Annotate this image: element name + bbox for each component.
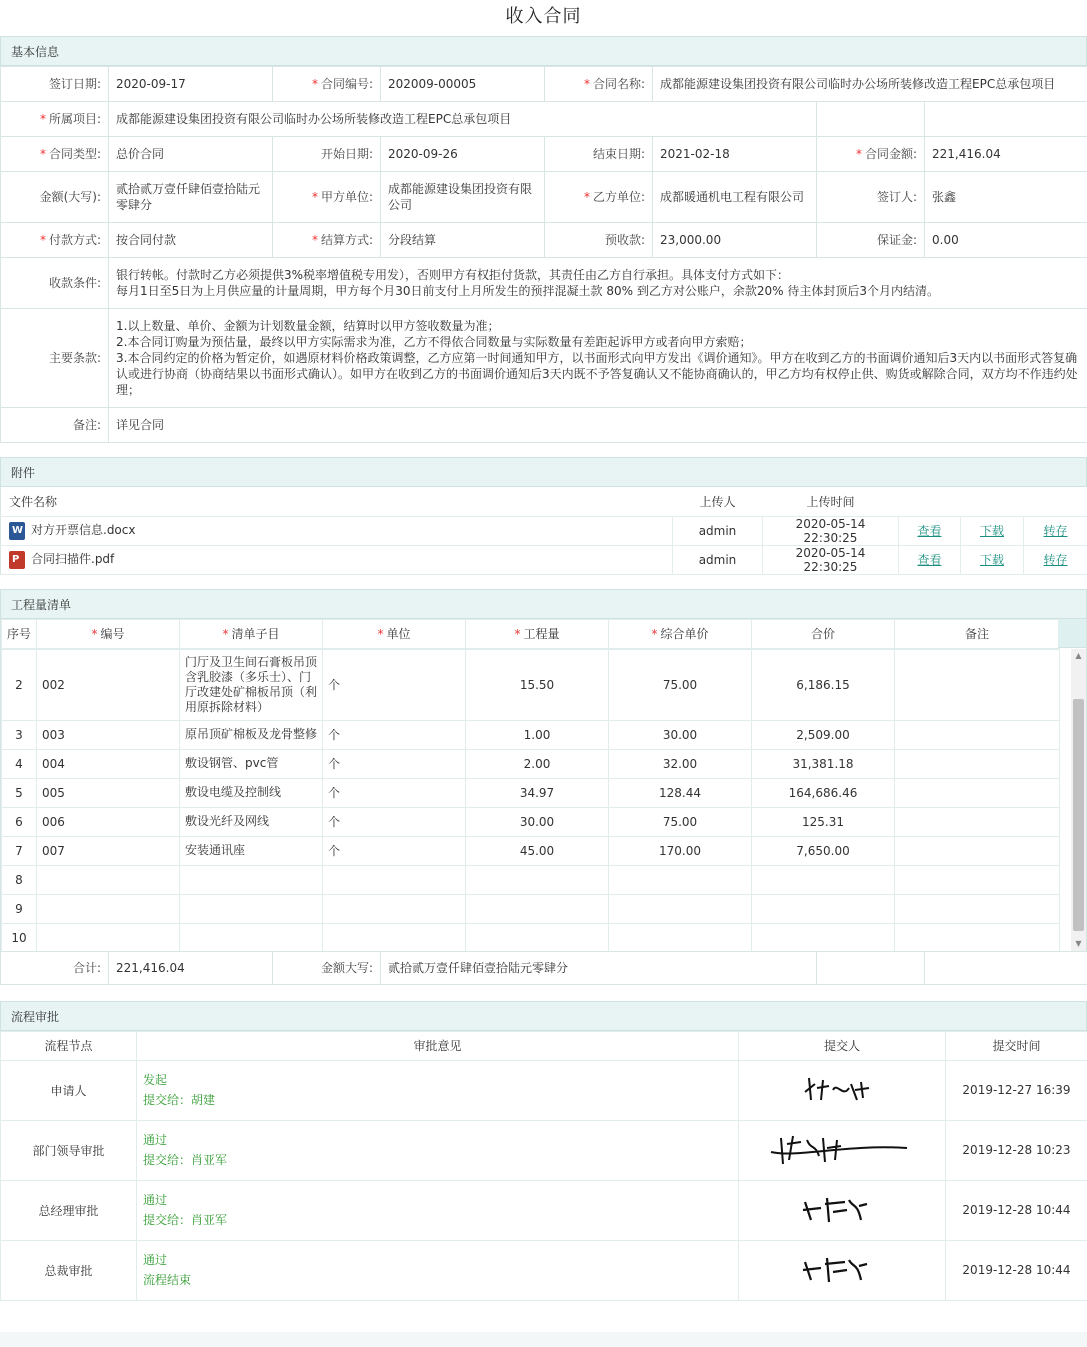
flow-time: 2019-12-28 10:44 — [946, 1180, 1087, 1240]
boq-qty-header: * 工程量 — [466, 619, 609, 648]
view-link[interactable]: 查看 — [917, 524, 942, 538]
end-date-value: 2021-02-18 — [653, 137, 817, 172]
flow-opinion: 发起 — [143, 1073, 168, 1087]
boq-sum-value: 221,416.04 — [109, 951, 273, 984]
attachment-row — [1, 516, 1087, 545]
pdf-file-icon: P — [9, 551, 25, 569]
attachment-time: 2020-05-14 22:30:25 — [763, 516, 899, 545]
deposit-value: 0.00 — [925, 223, 1087, 258]
pay-method-label: * 付款方式: — [1, 223, 109, 258]
contract-name-label: * 合同名称: — [545, 67, 653, 102]
collect-terms-line: 银行转帐。付款时乙方必须提供3%税率增值税专用发），否则甲方有权拒付货款，其责任由乙方自行承担。具体支付方式如下： — [116, 268, 790, 282]
scroll-up-icon[interactable]: ▲ — [1075, 650, 1082, 660]
boq-code-cell: 002 — [37, 649, 180, 720]
boq-seq-cell: 10 — [2, 923, 37, 951]
boq-price-cell: 75.00 — [609, 807, 752, 836]
flow-node: 总经理审批 — [1, 1180, 137, 1240]
boq-row — [2, 649, 1060, 720]
boq-row — [2, 923, 1060, 951]
boq-price-cell: 170.00 — [609, 836, 752, 865]
flow-node: 申请人 — [1, 1060, 137, 1120]
uploader-header: 上传人 — [673, 487, 763, 516]
empty-cell — [925, 951, 1087, 984]
end-date-label: 结束日期: — [545, 137, 653, 172]
boq-code-cell: 007 — [37, 836, 180, 865]
flow-table — [0, 1031, 1087, 1301]
flow-opinion: 通过 — [143, 1133, 168, 1147]
flow-opinion-cell — [137, 1060, 739, 1120]
flow-time: 2019-12-27 16:39 — [946, 1060, 1087, 1120]
remark-value: 详见合同 — [109, 408, 1087, 443]
flow-node: 总裁审批 — [1, 1240, 137, 1300]
view-link[interactable]: 查看 — [917, 553, 942, 567]
amount-upper-value: 贰拾贰万壹仟肆佰壹拾陆元零肆分 — [109, 172, 273, 223]
boq-remark-cell — [895, 923, 1060, 951]
flow-node: 部门领导审批 — [1, 1120, 137, 1180]
start-date-label: 开始日期: — [273, 137, 381, 172]
boq-price-cell: 128.44 — [609, 778, 752, 807]
boq-seq-cell: 3 — [2, 720, 37, 749]
collect-terms-line: 每月1日至5日为上月供应量的计量周期，甲方每个月30日前支付上月所发生的预拌混凝土款 80% 到乙方对公账户，余款20% 待主体封顶后3个月内结清。 — [116, 284, 939, 298]
boq-qty-cell — [466, 894, 609, 923]
main-terms-line: 3.本合同约定的价格为暂定价，如遇原材料价格政策调整，乙方应第一时间通知甲方，以书面形式向甲方发出《调价通知》。甲方在收到乙方的书面调价通知后3天内以书面形式答复确认或进行协商（协商结果以书面形式确认）。如甲方在收到乙方的书面调价通知后3天内既不予答复确认又不能协商确认的，甲乙方均有权停止供、购货或解除合同，双方均不作违约处理； — [116, 351, 1078, 397]
attachment-name-cell — [1, 545, 673, 574]
boq-seq-cell: 4 — [2, 749, 37, 778]
boq-unit-cell — [323, 894, 466, 923]
empty-cell — [817, 102, 925, 137]
boq-item-cell: 原吊顶矿棉板及龙骨整修 — [180, 720, 323, 749]
boq-remark-cell — [895, 778, 1060, 807]
flow-time-header: 提交时间 — [946, 1031, 1087, 1060]
boq-item-cell — [180, 865, 323, 894]
settle-method-label: * 结算方式: — [273, 223, 381, 258]
boq-row — [2, 807, 1060, 836]
boq-price-cell: 32.00 — [609, 749, 752, 778]
scroll-down-icon[interactable]: ▼ — [1075, 938, 1082, 948]
flow-submitter-cell — [739, 1120, 946, 1180]
empty-cell — [925, 102, 1087, 137]
boq-price-header: * 综合单价 — [609, 619, 752, 648]
download-link[interactable]: 下载 — [979, 524, 1004, 538]
boq-row — [2, 894, 1060, 923]
amount-upper-label: 金额(大写): — [1, 172, 109, 223]
boq-remark-cell — [895, 865, 1060, 894]
boq-item-cell — [180, 923, 323, 951]
flow-row — [1, 1060, 1087, 1120]
start-date-value: 2020-09-26 — [381, 137, 545, 172]
boq-summary-table — [0, 951, 1087, 985]
project-value: 成都能源建设集团投资有限公司临时办公场所装修改造工程EPC总承包项目 — [109, 102, 817, 137]
boq-code-cell: 005 — [37, 778, 180, 807]
party-a-value: 成都能源建设集团投资有限公司 — [381, 172, 545, 223]
boq-qty-cell — [466, 865, 609, 894]
empty-cell — [961, 487, 1024, 516]
flow-opinion-cell — [137, 1120, 739, 1180]
remark-label: 备注: — [1, 408, 109, 443]
boq-code-header: * 编号 — [37, 619, 180, 648]
attachment-uploader: admin — [673, 516, 763, 545]
boq-seq-cell: 5 — [2, 778, 37, 807]
page-title: 收入合同 — [505, 6, 582, 27]
flow-submitter-cell — [739, 1060, 946, 1120]
boq-remark-cell — [895, 807, 1060, 836]
boq-header-tail — [1058, 619, 1086, 648]
settle-method-value: 分段结算 — [381, 223, 545, 258]
boq-price-cell — [609, 865, 752, 894]
signature-image — [797, 1250, 887, 1290]
attachment-uploader: admin — [673, 545, 763, 574]
empty-cell — [817, 951, 925, 984]
boq-remark-cell — [895, 894, 1060, 923]
boq-qty-cell: 34.97 — [466, 778, 609, 807]
boq-item-cell — [180, 894, 323, 923]
boq-total-cell: 125.31 — [752, 807, 895, 836]
signature-image — [797, 1070, 887, 1110]
transfer-link[interactable]: 转存 — [1043, 524, 1068, 538]
main-terms-line: 2.本合同订购量为预估量，最终以甲方实际需求为准，乙方不得依合同数量与实际数量有差距起诉甲方或者向甲方索赔； — [116, 335, 752, 349]
boq-unit-cell: 个 — [323, 720, 466, 749]
boq-remark-cell — [895, 720, 1060, 749]
boq-item-header: * 清单子目 — [180, 619, 323, 648]
flow-submitter-header: 提交人 — [739, 1031, 946, 1060]
attachment-name: 合同扫描件.pdf — [31, 552, 115, 567]
boq-item-cell: 门厅及卫生间石膏板吊顶含乳胶漆（多乐士）、门厅改建处矿棉板吊顶（利用原拆除材料） — [180, 649, 323, 720]
signer-value: 张鑫 — [925, 172, 1087, 223]
boq-seq-header: 序号 — [2, 619, 37, 648]
boq-qty-cell — [466, 923, 609, 951]
boq-code-cell — [37, 923, 180, 951]
boq-code-cell — [37, 865, 180, 894]
boq-remark-header: 备注 — [895, 619, 1060, 648]
boq-item-cell: 敷设光纤及网线 — [180, 807, 323, 836]
bottom-bar — [0, 1332, 1087, 1347]
boq-code-cell — [37, 894, 180, 923]
file-name-header: 文件名称 — [1, 487, 673, 516]
boq-unit-cell — [323, 865, 466, 894]
boq-panel — [0, 619, 1087, 951]
boq-total-cell — [752, 923, 895, 951]
boq-price-cell — [609, 923, 752, 951]
sign-date-label: 签订日期: — [1, 67, 109, 102]
signature-image — [797, 1190, 887, 1230]
prepaid-value: 23,000.00 — [653, 223, 817, 258]
contract-name-value: 成都能源建设集团投资有限公司临时办公场所装修改造工程EPC总承包项目 — [653, 67, 1087, 102]
boq-seq-cell: 8 — [2, 865, 37, 894]
boq-price-cell: 75.00 — [609, 649, 752, 720]
party-b-label: * 乙方单位: — [545, 172, 653, 223]
boq-body-table — [1, 649, 1060, 951]
boq-unit-cell: 个 — [323, 649, 466, 720]
boq-seq-cell: 9 — [2, 894, 37, 923]
boq-unit-cell: 个 — [323, 807, 466, 836]
boq-total-header: 合价 — [752, 619, 895, 648]
main-terms-label: 主要条款: — [1, 309, 109, 408]
flow-row — [1, 1120, 1087, 1180]
boq-sum-label: 合计: — [1, 951, 109, 984]
boq-seq-cell: 2 — [2, 649, 37, 720]
flow-opinion-cell — [137, 1180, 739, 1240]
amount-label: * 合同金额: — [817, 137, 925, 172]
empty-cell — [1024, 487, 1087, 516]
basic-info-header: 基本信息 — [0, 36, 1087, 66]
boq-unit-header: * 单位 — [323, 619, 466, 648]
boq-unit-cell: 个 — [323, 778, 466, 807]
main-terms-line: 1.以上数量、单价、金额为计划数量金额，结算时以甲方签收数量为准； — [116, 319, 500, 333]
boq-row — [2, 720, 1060, 749]
flow-opinion: 通过 — [143, 1193, 168, 1207]
flow-next: 提交给：肖亚军 — [143, 1153, 228, 1167]
party-a-label: * 甲方单位: — [273, 172, 381, 223]
amount-value: 221,416.04 — [925, 137, 1087, 172]
flow-opinion-header: 审批意见 — [137, 1031, 739, 1060]
boq-qty-cell: 45.00 — [466, 836, 609, 865]
boq-scroll-area[interactable] — [1, 649, 1086, 951]
boq-upper-value: 贰拾贰万壹仟肆佰壹拾陆元零肆分 — [381, 951, 817, 984]
boq-header: 工程量清单 — [0, 589, 1087, 619]
contract-no-value: 202009-00005 — [381, 67, 545, 102]
flow-submitter-cell — [739, 1180, 946, 1240]
boq-seq-cell: 6 — [2, 807, 37, 836]
pay-method-value: 按合同付款 — [109, 223, 273, 258]
boq-total-cell: 7,650.00 — [752, 836, 895, 865]
flow-opinion: 通过 — [143, 1253, 168, 1267]
attachment-time: 2020-05-14 22:30:25 — [763, 545, 899, 574]
boq-qty-cell: 30.00 — [466, 807, 609, 836]
boq-total-cell: 2,509.00 — [752, 720, 895, 749]
attachment-name-cell — [1, 516, 673, 545]
project-label: * 所属项目: — [1, 102, 109, 137]
contract-type-value: 总价合同 — [109, 137, 273, 172]
flow-opinion-cell — [137, 1240, 739, 1300]
signer-label: 签订人: — [817, 172, 925, 223]
boq-item-cell: 敷设钢管、pvc管 — [180, 749, 323, 778]
boq-price-cell: 30.00 — [609, 720, 752, 749]
boq-total-cell: 6,186.15 — [752, 649, 895, 720]
boq-remark-cell — [895, 836, 1060, 865]
boq-qty-cell: 1.00 — [466, 720, 609, 749]
boq-row — [2, 836, 1060, 865]
flow-time: 2019-12-28 10:23 — [946, 1120, 1087, 1180]
flow-node-header: 流程节点 — [1, 1031, 137, 1060]
basic-info-table — [0, 66, 1087, 443]
boq-header-table — [1, 619, 1060, 649]
boq-row — [2, 749, 1060, 778]
prepaid-label: 预收款: — [545, 223, 653, 258]
boq-unit-cell: 个 — [323, 836, 466, 865]
boq-remark-cell — [895, 649, 1060, 720]
upload-time-header: 上传时间 — [763, 487, 899, 516]
attachment-name: 对方开票信息.docx — [31, 523, 136, 538]
signature-image — [767, 1130, 917, 1170]
flow-next: 提交给：肖亚军 — [143, 1213, 228, 1227]
attachment-row — [1, 545, 1087, 574]
attachments-table — [0, 487, 1087, 575]
boq-item-cell: 安装通讯座 — [180, 836, 323, 865]
boq-upper-label: 金额大写: — [273, 951, 381, 984]
boq-unit-cell — [323, 923, 466, 951]
boq-remark-cell — [895, 749, 1060, 778]
sign-date-value: 2020-09-17 — [109, 67, 273, 102]
contract-no-label: * 合同编号: — [273, 67, 381, 102]
flow-row — [1, 1240, 1087, 1300]
boq-total-cell: 31,381.18 — [752, 749, 895, 778]
download-link[interactable]: 下载 — [979, 553, 1004, 567]
flow-next: 提交给：胡建 — [143, 1093, 216, 1107]
empty-cell — [899, 487, 961, 516]
collect-terms-label: 收款条件: — [1, 258, 109, 309]
attachments-header: 附件 — [0, 457, 1087, 487]
boq-code-cell: 003 — [37, 720, 180, 749]
party-b-value: 成都暖通机电工程有限公司 — [653, 172, 817, 223]
boq-total-cell — [752, 894, 895, 923]
word-file-icon: W — [9, 522, 25, 540]
boq-seq-cell: 7 — [2, 836, 37, 865]
boq-total-cell: 164,686.46 — [752, 778, 895, 807]
main-terms-value — [109, 309, 1087, 408]
boq-code-cell: 006 — [37, 807, 180, 836]
flow-next: 流程结束 — [143, 1273, 192, 1287]
boq-total-cell — [752, 865, 895, 894]
boq-unit-cell: 个 — [323, 749, 466, 778]
flow-submitter-cell — [739, 1240, 946, 1300]
collect-terms-value — [109, 258, 1087, 309]
scrollbar-thumb[interactable] — [1073, 699, 1084, 931]
boq-row — [2, 778, 1060, 807]
boq-price-cell — [609, 894, 752, 923]
flow-row — [1, 1180, 1087, 1240]
contract-type-label: * 合同类型: — [1, 137, 109, 172]
transfer-link[interactable]: 转存 — [1043, 553, 1068, 567]
boq-item-cell: 敷设电缆及控制线 — [180, 778, 323, 807]
boq-row — [2, 865, 1060, 894]
flow-time: 2019-12-28 10:44 — [946, 1240, 1087, 1300]
flow-header: 流程审批 — [0, 1001, 1087, 1031]
boq-scrollbar[interactable] — [1071, 649, 1086, 951]
boq-qty-cell: 15.50 — [466, 649, 609, 720]
deposit-label: 保证金: — [817, 223, 925, 258]
boq-qty-cell: 2.00 — [466, 749, 609, 778]
boq-code-cell: 004 — [37, 749, 180, 778]
